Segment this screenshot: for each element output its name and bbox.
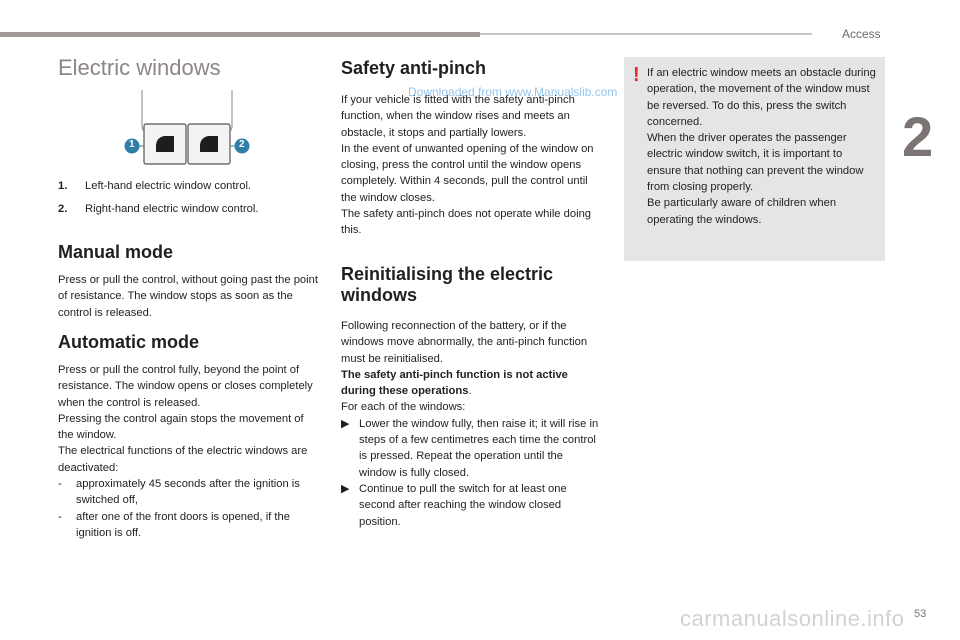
anti-pinch-heading: Safety anti-pinch	[341, 58, 487, 78]
reinit-heading: Reinitialising the electric windows	[341, 264, 554, 305]
automatic-mode-text-2: Pressing the control again stops the movement of the window.	[58, 412, 304, 442]
anti-pinch-text-1: If your vehicle is fitted with the safety anti-pinch function, when the window rises and meets an obstacle, it stops and partially lowers.	[341, 94, 575, 139]
figure-legend	[58, 178, 320, 225]
page-number: 53	[914, 608, 927, 620]
reinit-warning-bold: The safety anti-pinch function is not active during these operations.	[341, 368, 568, 398]
manual-mode-text: Press or pull the control, without going past the point of resistance. The window stops as soon as the control is released.	[58, 274, 318, 319]
arrow-bullet-icon: ▶	[341, 417, 350, 430]
automatic-mode-text-1: Press or pull the control fully, beyond the point of resistance. The window opens or closes completely when the control is released.	[58, 364, 313, 409]
list-item: ▶ Continue to pull the switch for at least one second after reaching the window closed position.	[341, 482, 567, 528]
list-item: ▶ Lower the window fully, then raise it; it will rise in steps of a few centimetres each time the control is pressed. Repeat the operation until the window is fully closed.	[341, 417, 599, 479]
manual-mode-heading: Manual mode	[58, 242, 174, 262]
automatic-mode-heading: Automatic mode	[58, 332, 200, 352]
reinit-text-2: For each of the windows:	[341, 401, 466, 414]
window-switch-illustration	[124, 90, 250, 166]
reinit-section	[341, 264, 603, 530]
automatic-mode-text-3: The electrical functions of the electric windows are deactivated:	[58, 445, 308, 474]
section-label: Access	[842, 27, 881, 41]
watermark: carmanualsonline.info	[680, 606, 905, 631]
manual-mode-section	[58, 242, 320, 321]
arrow-bullet-icon: ▶	[341, 482, 350, 495]
top-rule-right	[480, 33, 812, 35]
reinit-steps-list	[341, 416, 603, 530]
anti-pinch-text-2: In the event of unwanted opening of the window on closing, press the control until the window opens completely. Within 4 seconds, pull the control until the window closes.	[341, 142, 594, 204]
download-overlay-link[interactable]: Downloaded from www.Manualslib.com	[408, 85, 618, 99]
automatic-mode-section	[58, 332, 320, 541]
callout-1-label: 1	[129, 139, 135, 150]
legend-item: 1. Left-hand electric window control.	[58, 180, 252, 192]
reinit-text-1: Following reconnection of the battery, or if the windows move abnormally, the anti-pinch function must be reinitialised.	[341, 320, 588, 365]
warning-text-1: If an electric window meets an obstacle during operation, the movement of the window must be reversed. To do this, press the switch concerned.	[647, 67, 876, 128]
list-item: - after one of the front doors is opened, if the ignition is off.	[58, 510, 290, 539]
chapter-number: 2	[902, 105, 934, 168]
list-item: - approximately 45 seconds after the ignition is switched off,	[58, 478, 300, 507]
page-title: Electric windows	[58, 55, 221, 80]
legend-item: 2. Right-hand electric window control.	[58, 203, 259, 216]
warning-text-3: Be particularly aware of children when operating the windows.	[647, 197, 837, 226]
deactivation-list	[58, 476, 320, 541]
top-rule-left	[0, 32, 480, 37]
warning-text	[647, 65, 877, 228]
warning-text-2: When the driver operates the passenger electric window switch, it is important to ensure that nothing can prevent the window from closing properly.	[647, 132, 864, 194]
warning-icon: !	[633, 64, 640, 86]
callout-2-label: 2	[239, 139, 245, 150]
anti-pinch-text-3: The safety anti-pinch does not operate while doing this.	[341, 208, 592, 237]
